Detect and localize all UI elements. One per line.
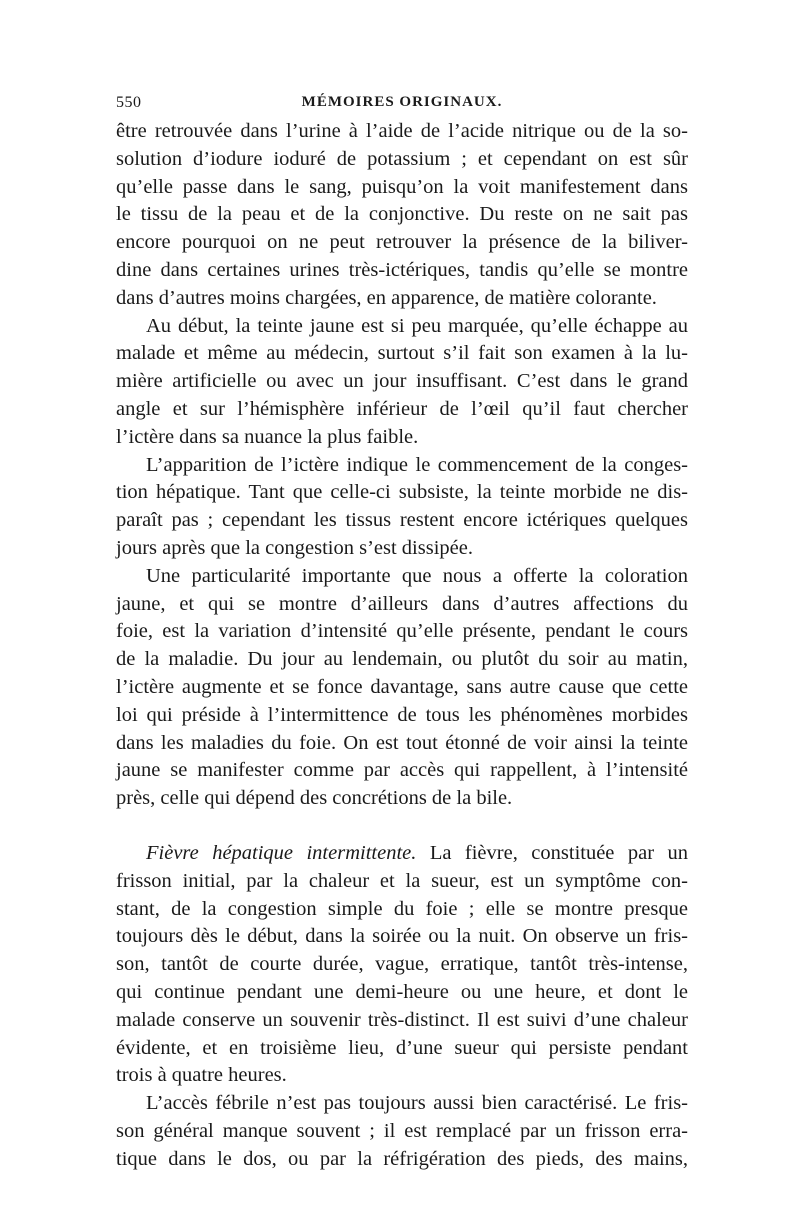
text-line: de la maladie. Du jour au lendemain, ou plutôt du soir au matin, xyxy=(116,648,688,671)
text-line: mière artificielle ou avec un jour insuffisant. C’est dans le grand xyxy=(116,370,688,393)
text-line: l’ictère dans sa nuance la plus faible. xyxy=(116,425,419,448)
text-line: malade et même au médecin, surtout s’il fait son examen à la lu- xyxy=(116,342,688,365)
paragraph-4 xyxy=(116,563,688,813)
text-line: loi qui préside à l’intermittence de tous les phénomènes morbides xyxy=(116,703,688,726)
text-line: le tissu de la peau et de la conjonctive. Du reste on ne sait pas xyxy=(116,203,688,226)
book-page xyxy=(116,94,688,1173)
text-line: jaune se manifester comme par accès qui rappellent, à l’intensité xyxy=(116,759,688,782)
text-line: toujours dès le début, dans la soirée ou la nuit. On observe un fris- xyxy=(116,925,688,948)
text-line: près, celle qui dépend des concrétions de la bile. xyxy=(116,787,513,810)
text-line: Au début, la teinte jaune est si peu marquée, qu’elle échappe au xyxy=(146,314,688,337)
section-paragraph-2 xyxy=(116,1090,688,1173)
text-line: tique dans le dos, ou par la réfrigération des pieds, des mains, xyxy=(116,1147,688,1170)
text-line: l’ictère augmente et se fonce davantage, sans autre cause que cette xyxy=(116,675,688,698)
text-line: L’accès fébrile n’est pas toujours aussi bien caractérisé. Le fris- xyxy=(146,1092,688,1115)
paragraph-1 xyxy=(116,118,688,313)
running-title: MÉMOIRES ORIGINAUX. xyxy=(301,94,503,110)
text-line: dans les maladies du foie. On est tout étonné de voir ainsi la teinte xyxy=(116,731,688,754)
text-line: stant, de la congestion simple du foie ; elle se montre presque xyxy=(116,897,688,920)
text-line: qu’elle passe dans le sang, puisqu’on la voit manifestement dans xyxy=(116,175,688,198)
section-paragraph-1 xyxy=(116,840,688,1090)
text-line: trois à quatre heures. xyxy=(116,1064,287,1087)
text-line: L’apparition de l’ictère indique le commencement de la conges- xyxy=(146,453,688,476)
text-line: son, tantôt de courte durée, vague, erratique, tantôt très-intense, xyxy=(116,953,688,976)
text-line: jours après que la congestion s’est dissipée. xyxy=(116,536,473,559)
paragraph-2 xyxy=(116,313,688,452)
text-line: jaune, et qui se montre d’ailleurs dans d’autres affections du xyxy=(116,592,688,615)
text-line: malade conserve un souvenir très-distinct. Il est suivi d’une chaleur xyxy=(116,1008,688,1031)
text-line: qui continue pendant une demi-heure ou une heure, et dont le xyxy=(116,980,688,1003)
paragraph-3 xyxy=(116,452,688,563)
text-line: Une particularité importante que nous a offerte la coloration xyxy=(146,564,688,587)
text-fragment: La fièvre, constituée par un xyxy=(416,841,688,864)
text-line: tion hépatique. Tant que celle-ci subsiste, la teinte morbide ne dis- xyxy=(116,481,688,504)
text-line: foie, est la variation d’intensité qu’elle présente, pendant le cours xyxy=(116,620,688,643)
running-head xyxy=(116,94,688,118)
text-line: évidente, et en troisième lieu, d’une sueur qui persiste pendant xyxy=(116,1036,688,1059)
text-line: être retrouvée dans l’urine à l’aide de l’acide nitrique ou de la so- xyxy=(116,120,688,142)
text-line: paraît pas ; cependant les tissus restent encore ictériques quelques xyxy=(116,509,688,532)
text-line xyxy=(116,840,688,868)
text-line: son général manque souvent ; il est remplacé par un frisson erra- xyxy=(116,1119,688,1142)
text-line: dans d’autres moins chargées, en apparence, de matière colorante. xyxy=(116,286,657,309)
text-line: solution d’iodure ioduré de potassium ; et cependant on est sûr xyxy=(116,147,688,170)
text-line: dine dans certaines urines très-ictériques, tandis qu’elle se montre xyxy=(116,258,688,281)
section-heading: Fièvre hépatique intermittente. xyxy=(146,841,417,864)
text-line: angle et sur l’hémisphère inférieur de l’œil qu’il faut chercher xyxy=(116,397,688,420)
section-gap xyxy=(116,813,688,840)
text-line: encore pourquoi on ne peut retrouver la présence de la biliver- xyxy=(116,231,688,254)
page-number: 550 xyxy=(116,94,142,111)
text-line: frisson initial, par la chaleur et la sueur, est un symptôme con- xyxy=(116,869,688,892)
